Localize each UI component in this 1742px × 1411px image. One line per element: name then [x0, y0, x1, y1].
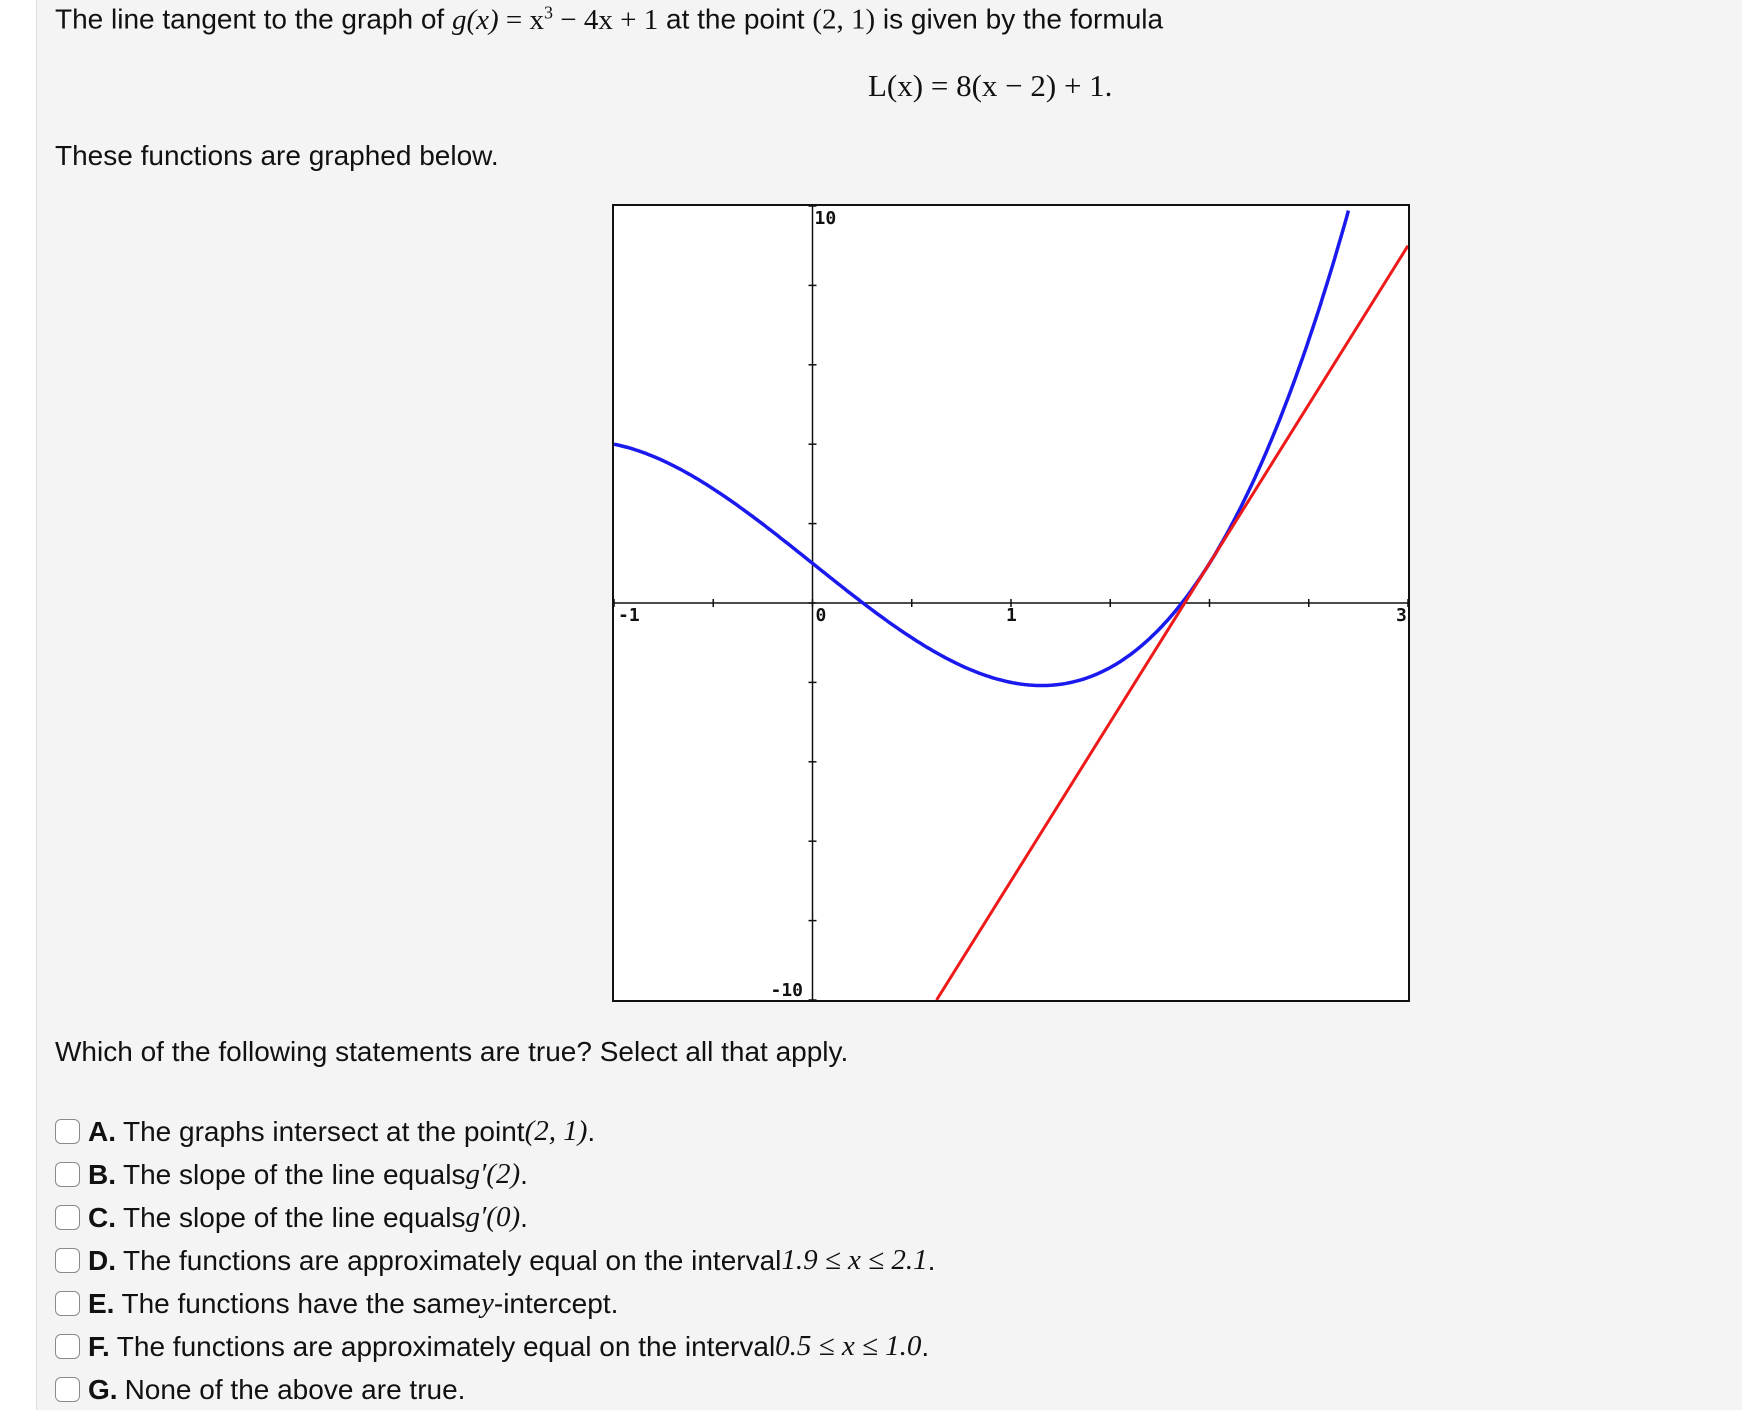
checkbox[interactable]	[55, 1205, 80, 1230]
question-text: Which of the following statements are true? Select all that apply.	[55, 1036, 849, 1067]
tangent-point: (2, 1)	[812, 3, 876, 36]
checkbox[interactable]	[55, 1119, 80, 1144]
g-function: g(x)	[451, 3, 499, 36]
choice-letter: D.	[88, 1244, 116, 1276]
choice-after: .	[587, 1115, 596, 1147]
choice-after: -intercept.	[493, 1287, 619, 1319]
choice-letter: G.	[88, 1373, 118, 1405]
choice-after: .	[921, 1330, 930, 1362]
choice-text: The functions are approximately equal on the interval	[116, 1330, 776, 1362]
choice-after: .	[520, 1201, 528, 1233]
checkbox[interactable]	[55, 1334, 80, 1359]
y-tick-label-max: 10	[814, 208, 837, 229]
cubic-curve	[614, 211, 1348, 686]
choice-d[interactable]	[55, 1239, 935, 1282]
choice-math: 0.5 ≤ x ≤ 1.0	[775, 1330, 922, 1362]
choice-math: g′(0)	[465, 1201, 521, 1233]
choice-letter: C.	[88, 1201, 116, 1233]
choice-text: The slope of the line equals	[123, 1158, 466, 1190]
x-tick-label-one: 1	[1006, 605, 1017, 626]
choice-text: The functions have the same	[121, 1287, 482, 1319]
choice-b[interactable]	[55, 1153, 935, 1196]
choice-after: .	[520, 1158, 528, 1190]
graphed-caption: These functions are graphed below.	[55, 140, 499, 171]
choice-letter: B.	[88, 1158, 116, 1190]
choice-g[interactable]	[55, 1368, 935, 1411]
checkbox[interactable]	[55, 1248, 80, 1273]
choice-text: The functions are approximately equal on the interval	[123, 1244, 782, 1276]
checkbox[interactable]	[55, 1377, 80, 1402]
choice-f[interactable]	[55, 1325, 935, 1368]
problem-intro: The line tangent to the graph of $g(x) = x^3 - 4x + 1$ at the point (2, 1) is given by the formula	[55, 2, 1164, 36]
choices-list	[55, 1110, 935, 1411]
choice-math: 1.9 ≤ x ≤ 2.1	[781, 1244, 928, 1276]
choice-letter: E.	[88, 1287, 115, 1319]
function-graph	[612, 204, 1410, 1002]
graph-canvas	[614, 206, 1408, 1000]
choice-letter: A.	[88, 1115, 116, 1147]
choice-text: The graphs intersect at the point	[123, 1115, 525, 1147]
choice-math: y	[481, 1287, 494, 1319]
x-tick-label-min: -1	[618, 605, 640, 626]
choice-text: The slope of the line equals	[123, 1201, 466, 1233]
choice-math: (2, 1)	[524, 1115, 588, 1147]
choice-after: .	[927, 1244, 936, 1276]
tangent-formula: L(x) = 8(x − 2) + 1.	[868, 68, 1113, 103]
choice-c[interactable]	[55, 1196, 935, 1239]
choice-math: g′(2)	[465, 1158, 521, 1190]
x-tick-label-max: 3	[1396, 605, 1407, 626]
choice-letter: F.	[88, 1330, 110, 1362]
x-tick-label-origin: 0	[815, 605, 827, 626]
choice-a[interactable]	[55, 1110, 935, 1153]
choice-e[interactable]	[55, 1282, 935, 1325]
checkbox[interactable]	[55, 1162, 80, 1187]
choice-text: None of the above are true.	[124, 1373, 466, 1405]
checkbox[interactable]	[55, 1291, 80, 1316]
y-tick-label-min: -10	[770, 980, 804, 1000]
